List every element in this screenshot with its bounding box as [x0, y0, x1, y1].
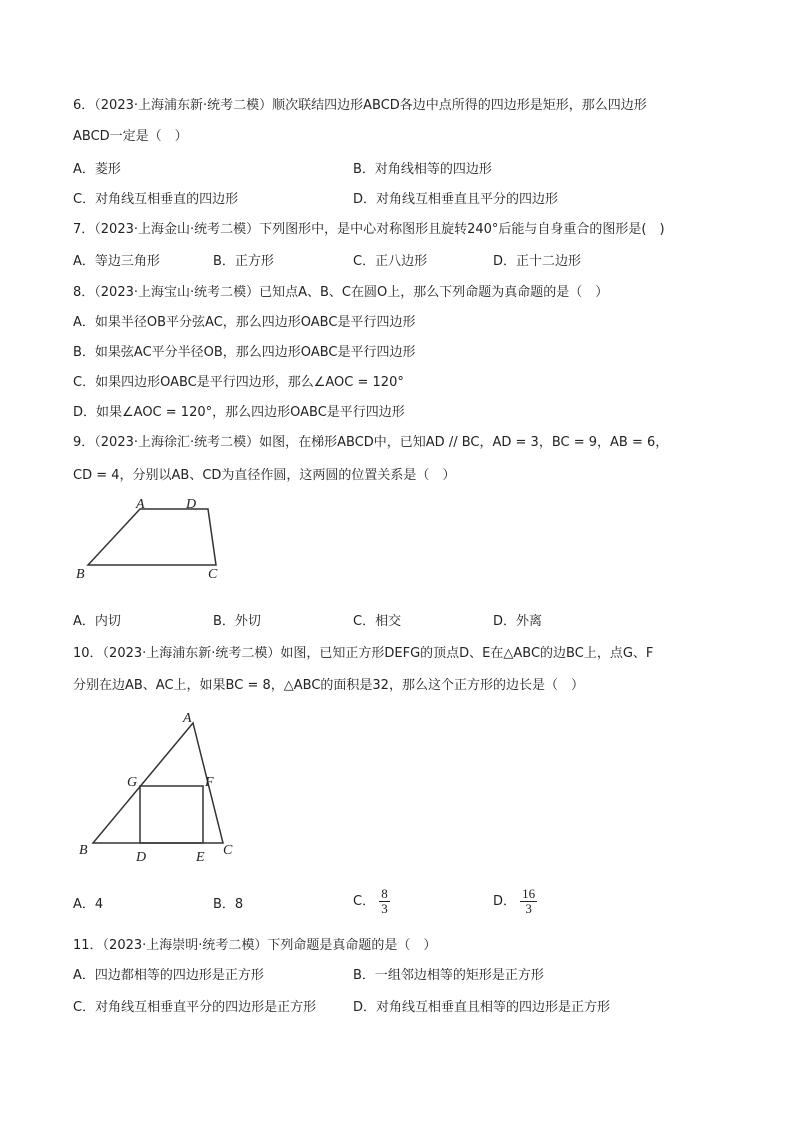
q7-stem: 7．（2023·上海金山·统考二模）下列图形中，是中心对称图形且旋转240°后能与自身重合的图形是( )	[73, 222, 665, 237]
q10-triangle-figure	[75, 705, 245, 865]
q11-option-a[interactable]: A．四边都相等的四边形是正方形	[73, 968, 264, 983]
q10-option-c-fraction	[379, 887, 390, 916]
q11-option-d[interactable]: D．对角线互相垂直且相等的四边形是正方形	[353, 1000, 611, 1015]
q7-option-a[interactable]: A．等边三角形	[73, 254, 160, 269]
label-a: A	[183, 711, 192, 726]
q9-option-c[interactable]: C．相交	[353, 614, 402, 629]
q7-option-b[interactable]: B．正方形	[213, 254, 274, 269]
fraction-denominator: 3	[525, 901, 532, 916]
q10-stem-line1: 10．（2023·上海浦东新·统考二模）如图，已知正方形DEFG的顶点D、E在△ABC的边BC上，点G、F	[73, 646, 654, 661]
q8-stem: 8．（2023·上海宝山·统考二模）已知点A、B、C在圆O上，那么下列命题为真命题的是（ ）	[73, 285, 609, 300]
fraction-numerator: 16	[522, 886, 536, 901]
label-e: E	[196, 850, 205, 865]
q10-option-a[interactable]: A．4	[73, 897, 104, 912]
q10-option-c[interactable]	[353, 887, 390, 916]
q11-option-b[interactable]: B．一组邻边相等的矩形是正方形	[353, 968, 544, 983]
q7-option-d[interactable]: D．正十二边形	[493, 254, 582, 269]
q10-option-c-letter: C．	[353, 894, 376, 909]
q9-option-a[interactable]: A．内切	[73, 614, 121, 629]
q8-option-a[interactable]: A．如果半径OB平分弦AC，那么四边形OABC是平行四边形	[73, 315, 416, 330]
q9-option-d[interactable]: D．外离	[493, 614, 543, 629]
q9-option-b[interactable]: B．外切	[213, 614, 261, 629]
label-b: B	[79, 843, 88, 858]
label-d: D	[136, 850, 147, 865]
q10-option-d-fraction	[520, 887, 537, 916]
q6-stem-line1: 6．（2023·上海浦东新·统考二模）顺次联结四边形ABCD各边中点所得的四边形是矩形，那么四边形	[73, 98, 647, 113]
q9-stem-line1: 9．（2023·上海徐汇·统考二模）如图，在梯形ABCD中，已知AD // BC，AD = 3，BC = 9，AB = 6，	[73, 435, 669, 450]
q11-option-c[interactable]: C．对角线互相垂直平分的四边形是正方形	[73, 1000, 317, 1015]
q6-option-a[interactable]: A．菱形	[73, 162, 121, 177]
q9-stem-line2: CD = 4，分别以AB、CD为直径作圆，这两圆的位置关系是（ ）	[73, 468, 456, 483]
trapezoid-abcd	[88, 509, 216, 565]
q8-option-b[interactable]: B．如果弦AC平分半径OB，那么四边形OABC是平行四边形	[73, 345, 416, 360]
label-c: C	[223, 843, 233, 858]
q6-option-b[interactable]: B．对角线相等的四边形	[353, 162, 492, 177]
q9-trapezoid-figure	[70, 492, 250, 587]
q10-option-b[interactable]: B．8	[213, 897, 244, 912]
label-g: G	[127, 775, 138, 790]
q10-stem-line2: 分别在边AB、AC上，如果BC = 8，△ABC的面积是32，那么这个正方形的边长是（ ）	[73, 678, 584, 693]
label-b: B	[76, 567, 85, 582]
fraction-numerator: 8	[381, 886, 388, 901]
label-f: F	[205, 775, 214, 790]
q11-stem: 11．（2023·上海崇明·统考二模）下列命题是真命题的是（ ）	[73, 938, 437, 953]
q7-option-c[interactable]: C．正八边形	[353, 254, 428, 269]
label-c: C	[208, 567, 218, 582]
q8-option-c[interactable]: C．如果四边形OABC是平行四边形，那么∠AOC = 120°	[73, 375, 404, 390]
q10-option-d-letter: D．	[493, 894, 517, 909]
q8-option-d[interactable]: D．如果∠AOC = 120°，那么四边形OABC是平行四边形	[73, 405, 405, 420]
label-d: D	[186, 497, 197, 512]
fraction-denominator: 3	[381, 901, 388, 916]
square-defg	[140, 786, 203, 843]
q6-stem-line2: ABCD一定是（ ）	[73, 129, 188, 144]
q6-option-d[interactable]: D．对角线互相垂直且平分的四边形	[353, 192, 559, 207]
q10-option-d[interactable]	[493, 887, 537, 916]
q6-option-c[interactable]: C．对角线互相垂直的四边形	[73, 192, 239, 207]
label-a: A	[136, 497, 145, 512]
